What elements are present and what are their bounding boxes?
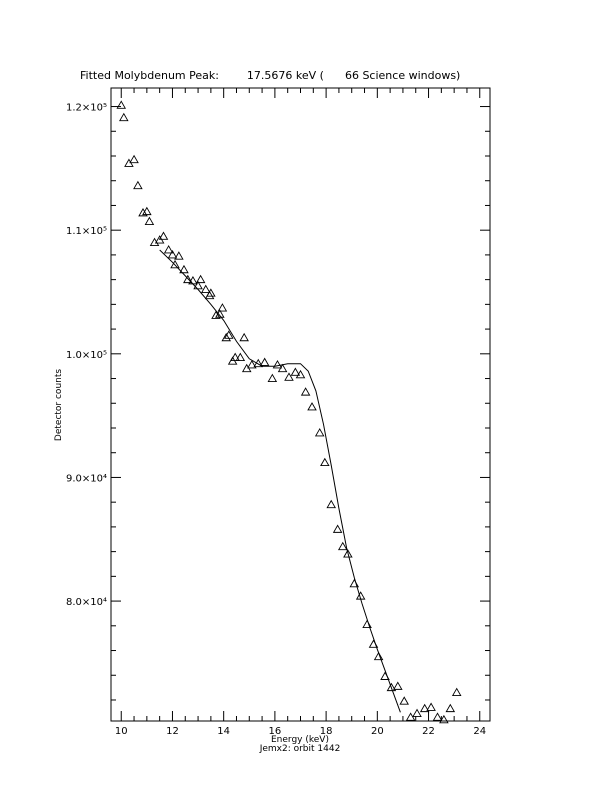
- y-tick-label: 8.0×10⁴: [65, 597, 107, 609]
- y-tick-label: 1.0×10⁵: [65, 349, 107, 361]
- x-tick-label: 16: [268, 726, 282, 737]
- y-axis-ticks: [66, 103, 490, 700]
- y-axis-label: Detector counts: [54, 368, 64, 442]
- data-point: [446, 705, 454, 712]
- x-tick-label: 14: [217, 726, 231, 737]
- y-tick-label: 1.1×10⁵: [65, 226, 107, 238]
- data-point: [394, 682, 402, 689]
- data-point: [427, 703, 435, 710]
- y-tick-label: 1.2×10⁵: [65, 102, 107, 114]
- data-point: [302, 388, 310, 395]
- footer-label: Jemx2: orbit 1442: [259, 744, 341, 754]
- x-tick-label: 20: [370, 726, 384, 737]
- data-point: [261, 358, 269, 365]
- y-tick-label: 9.0×10⁴: [65, 473, 107, 485]
- data-point: [316, 429, 324, 436]
- data-point: [120, 114, 128, 121]
- data-point: [334, 525, 342, 532]
- plot-border: [111, 88, 490, 721]
- x-axis-ticks: [115, 88, 486, 737]
- data-point: [202, 286, 210, 293]
- x-tick-label: 12: [166, 726, 179, 737]
- data-point: [321, 459, 329, 466]
- x-tick-label: 10: [114, 726, 128, 737]
- data-points-layer: [117, 101, 460, 722]
- data-point: [308, 403, 316, 410]
- x-axis-label: Energy (keV): [271, 735, 329, 745]
- data-point: [240, 334, 248, 341]
- data-point: [268, 375, 276, 382]
- data-point: [222, 334, 230, 341]
- x-tick-label: 22: [422, 726, 435, 737]
- x-tick-label: 18: [319, 726, 333, 737]
- x-tick-label: 24: [473, 726, 487, 737]
- data-point: [413, 710, 421, 717]
- data-point: [145, 218, 153, 225]
- fit-curve: [160, 250, 401, 712]
- data-point: [130, 156, 138, 163]
- data-point: [434, 713, 442, 720]
- fit-curve-layer: [160, 250, 401, 712]
- chart-title: Fitted Molybdenum Peak: 17.5676 keV ( 66 Science windows): [80, 69, 461, 82]
- data-point: [134, 182, 142, 189]
- plot-frame: [111, 88, 490, 721]
- data-point: [453, 689, 461, 696]
- data-point: [400, 697, 408, 704]
- data-point: [327, 501, 335, 508]
- data-point: [273, 361, 281, 368]
- data-point: [117, 101, 125, 108]
